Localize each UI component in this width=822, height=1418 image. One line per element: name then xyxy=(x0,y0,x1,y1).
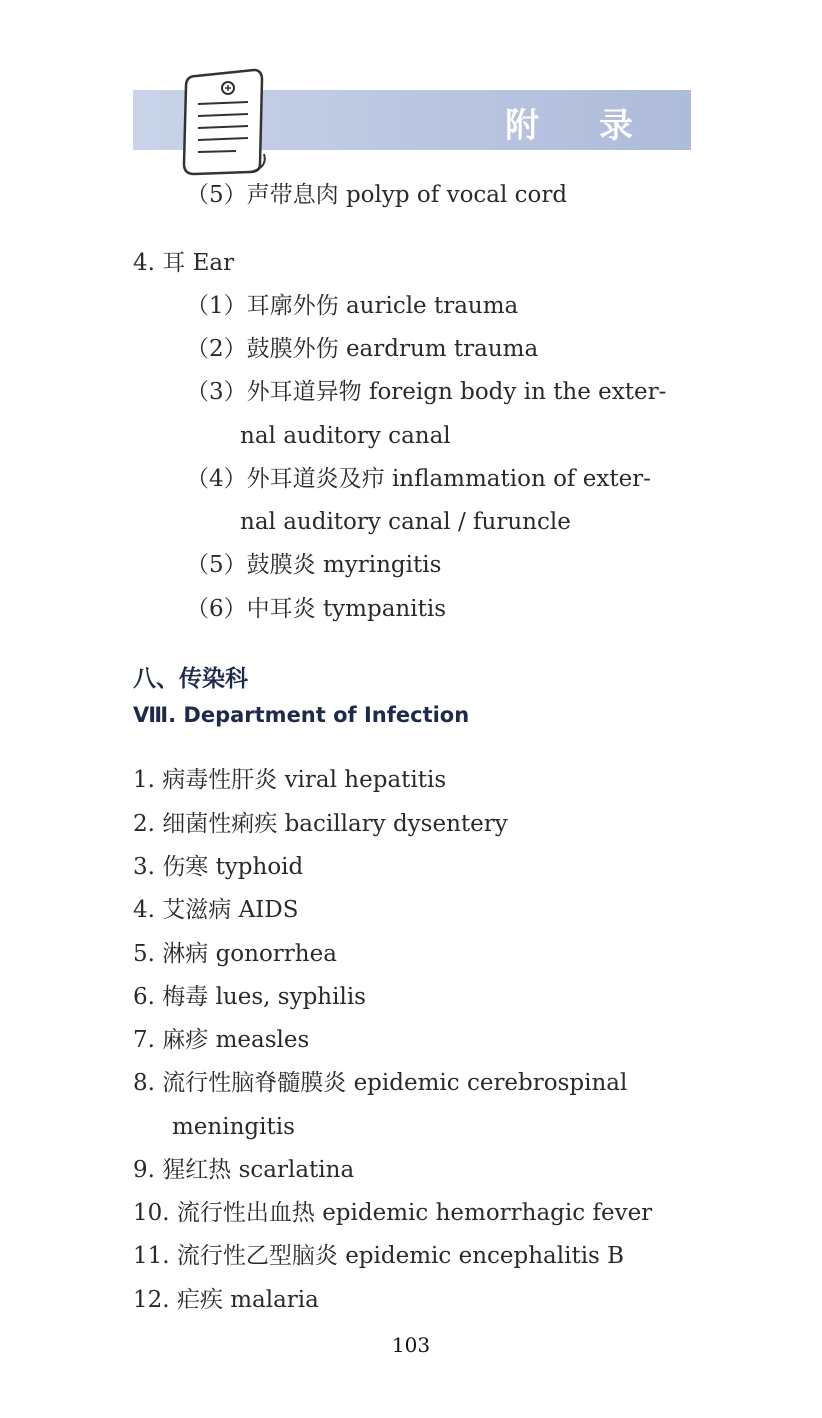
list-item: （6）中耳炎 tympanitis xyxy=(186,596,446,622)
page-number: 103 xyxy=(391,1333,431,1357)
section-heading-cn: 八、传染科 xyxy=(133,666,248,692)
list-item: 7. 麻疹 measles xyxy=(133,1027,310,1053)
list-item: 2. 细菌性痢疾 bacillary dysentery xyxy=(133,811,508,837)
list-item: meningitis xyxy=(172,1114,295,1140)
list-item: 4. 艾滋病 AIDS xyxy=(133,897,299,923)
list-item: 6. 梅毒 lues, syphilis xyxy=(133,984,366,1010)
list-item: 1. 病毒性肝炎 viral hepatitis xyxy=(133,767,447,793)
list-item: （5）鼓膜炎 myringitis xyxy=(186,552,442,578)
list-item: 9. 猩红热 scarlatina xyxy=(133,1157,355,1183)
list-item: 11. 流行性乙型脑炎 epidemic encephalitis B xyxy=(133,1243,625,1269)
list-item: （2）鼓膜外伤 eardrum trauma xyxy=(186,336,539,362)
list-item: （5）声带息肉 polyp of vocal cord xyxy=(186,182,568,208)
list-item: （1）耳廓外伤 auricle trauma xyxy=(186,293,519,319)
list-item: 3. 伤寒 typhoid xyxy=(133,854,304,880)
list-item: 8. 流行性脑脊髓膜炎 epidemic cerebrospinal xyxy=(133,1070,628,1096)
document-icon xyxy=(176,68,270,176)
list-item: （4）外耳道炎及疖 inflammation of exter- xyxy=(186,466,651,492)
list-item: nal auditory canal xyxy=(240,423,451,449)
section-heading-en: Ⅷ. Department of Infection xyxy=(133,703,470,727)
banner-title: 附 录 xyxy=(505,106,657,146)
list-item: 4. 耳 Ear xyxy=(133,250,235,276)
list-item: nal auditory canal / furuncle xyxy=(240,509,571,535)
list-item: （3）外耳道异物 foreign body in the exter- xyxy=(186,379,667,405)
list-item: 5. 淋病 gonorrhea xyxy=(133,941,337,967)
list-item: 12. 疟疾 malaria xyxy=(133,1287,319,1313)
list-item: 10. 流行性出血热 epidemic hemorrhagic fever xyxy=(133,1200,653,1226)
